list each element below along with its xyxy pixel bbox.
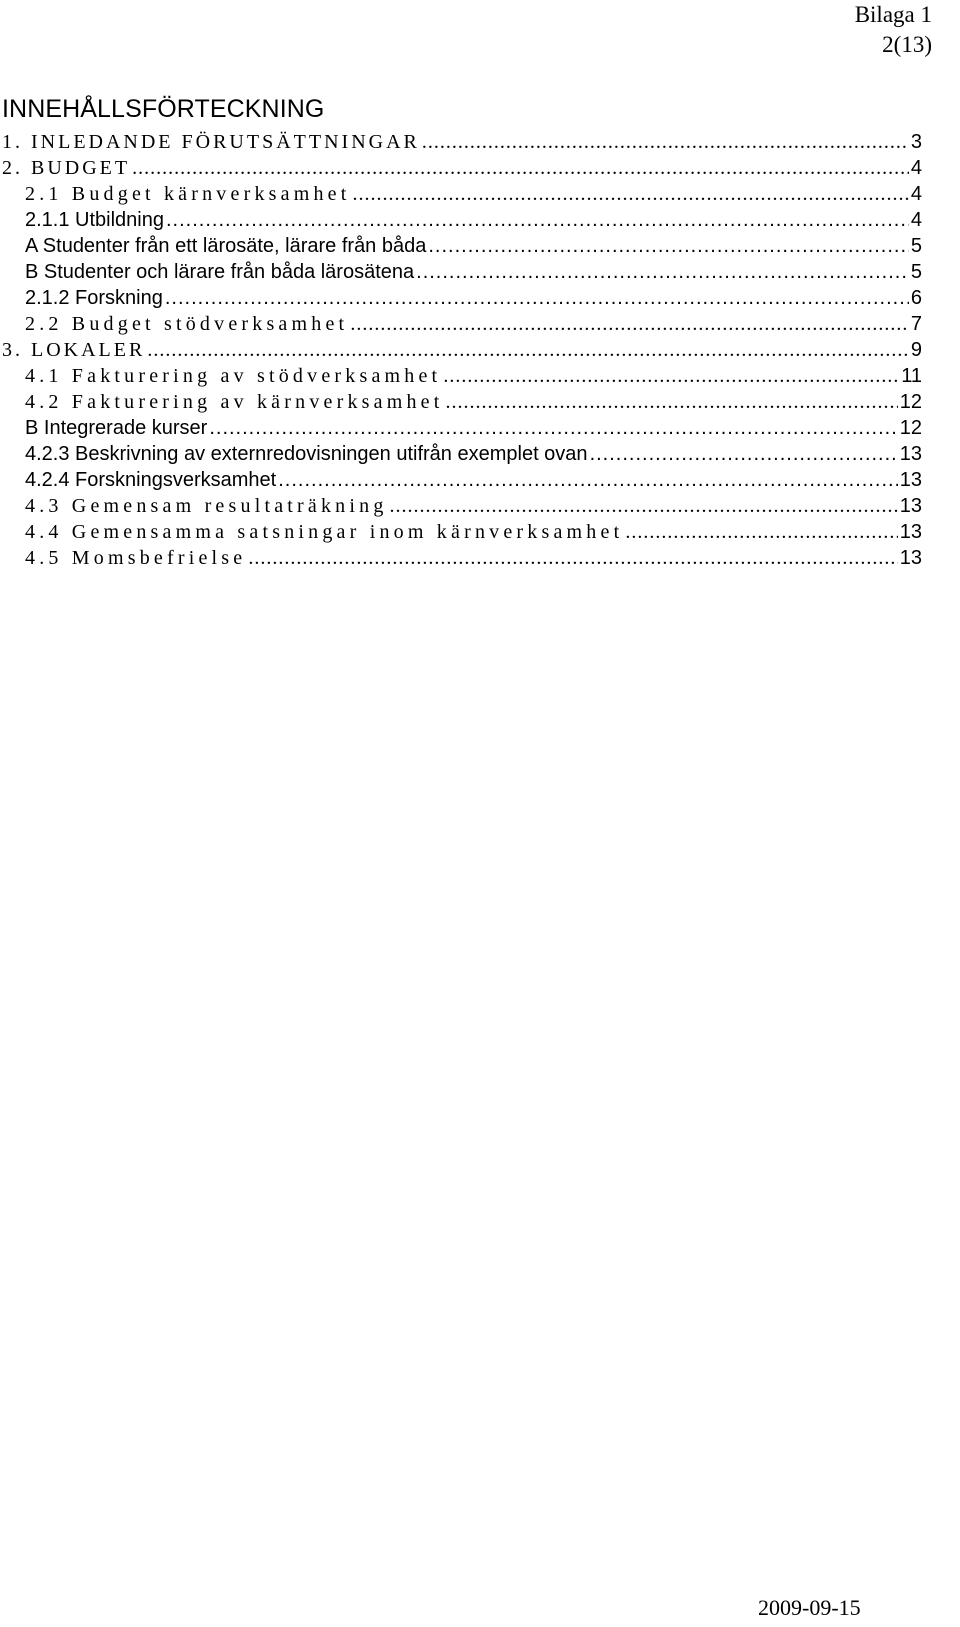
toc-entry-page: 13 bbox=[899, 443, 922, 465]
toc-entry-page: 9 bbox=[910, 339, 922, 361]
toc-entry[interactable] bbox=[25, 207, 922, 233]
page-header bbox=[855, 0, 932, 60]
toc-entry[interactable] bbox=[25, 259, 922, 285]
toc-entry-page: 4 bbox=[910, 209, 922, 231]
toc-entry[interactable] bbox=[25, 519, 922, 545]
toc-entry[interactable] bbox=[25, 415, 922, 441]
toc-entry-label: 4.4 Gemensamma satsningar inom kärnverksamhet bbox=[25, 521, 624, 543]
toc-entry-label: 2.1 Budget kärnverksamhet bbox=[25, 183, 351, 205]
dot-leader bbox=[166, 207, 909, 233]
toc-entry-page: 4 bbox=[910, 157, 922, 179]
toc-entry[interactable] bbox=[25, 181, 922, 207]
toc-entry-label: 2.1.1 Utbildning bbox=[25, 209, 164, 231]
dot-leader bbox=[209, 415, 897, 441]
dot-leader bbox=[590, 441, 898, 467]
toc-entry-label: 4.2.4 Forskningsverksamhet bbox=[25, 469, 277, 491]
toc-entry-page: 3 bbox=[910, 131, 922, 153]
toc-entry-label: 3. LOKALER bbox=[2, 339, 146, 361]
toc-entry[interactable] bbox=[25, 311, 922, 337]
toc-entry-label: 4.2 Fakturering av kärnverksamhet bbox=[25, 391, 444, 413]
toc-entry-label: 4.1 Fakturering av stödverksamhet bbox=[25, 365, 442, 387]
toc-entry[interactable] bbox=[25, 493, 922, 519]
dot-leader bbox=[350, 311, 909, 337]
page-number: 2(13) bbox=[882, 32, 932, 57]
toc-entry-page: 4 bbox=[910, 183, 922, 205]
toc-entry-page: 13 bbox=[899, 495, 922, 517]
toc-entry-label: 2.1.2 Forskning bbox=[25, 287, 163, 309]
toc-entry-label: 1. INLEDANDE FÖRUTSÄTTNINGAR bbox=[2, 131, 420, 153]
toc-entry-page: 5 bbox=[910, 235, 922, 257]
toc-entry-page: 5 bbox=[910, 261, 922, 283]
dot-leader bbox=[422, 129, 909, 155]
toc-title: INNEHÅLLSFÖRTECKNING bbox=[2, 95, 325, 123]
dot-leader bbox=[353, 181, 909, 207]
toc-entry-page: 7 bbox=[910, 313, 922, 335]
toc-entry[interactable] bbox=[25, 233, 922, 259]
dot-leader bbox=[390, 493, 898, 519]
toc-entry-label: B Studenter och lärare från båda lärosätena bbox=[25, 261, 415, 283]
toc-entry-page: 11 bbox=[901, 365, 922, 387]
document-date: 2009-09-15 bbox=[758, 1595, 861, 1620]
appendix-label: Bilaga 1 bbox=[854, 2, 932, 27]
dot-leader bbox=[278, 467, 898, 493]
toc-entry[interactable] bbox=[25, 389, 922, 415]
toc-entry-page: 12 bbox=[899, 417, 922, 439]
toc-entry[interactable] bbox=[2, 129, 922, 155]
dot-leader bbox=[443, 363, 899, 389]
toc-entry[interactable] bbox=[25, 285, 922, 311]
toc-entry-page: 13 bbox=[899, 521, 922, 543]
dot-leader bbox=[416, 259, 909, 285]
dot-leader bbox=[428, 233, 909, 259]
toc-entry[interactable] bbox=[2, 337, 922, 363]
dot-leader bbox=[446, 389, 898, 415]
toc-entry[interactable] bbox=[25, 545, 922, 571]
toc-entry-label: 4.3 Gemensam resultaträkning bbox=[25, 495, 388, 517]
toc-entry-page: 6 bbox=[910, 287, 922, 309]
toc-entry-page: 13 bbox=[899, 469, 922, 491]
toc-entry-page: 13 bbox=[899, 547, 922, 569]
toc-entry-label: B Integrerade kurser bbox=[25, 417, 208, 439]
toc-entry-label: 4.5 Momsbefrielse bbox=[25, 547, 247, 569]
toc-entry[interactable] bbox=[25, 441, 922, 467]
toc-entry[interactable] bbox=[2, 155, 922, 181]
dot-leader bbox=[165, 285, 909, 311]
toc-entry[interactable] bbox=[25, 467, 922, 493]
toc-entry[interactable] bbox=[25, 363, 922, 389]
toc-entry-label: 2.2 Budget stödverksamhet bbox=[25, 313, 349, 335]
toc-entry-label: 4.2.3 Beskrivning av externredovisningen utifrån exemplet ovan bbox=[25, 443, 588, 465]
dot-leader bbox=[132, 155, 909, 181]
toc-entry-label: A Studenter från ett lärosäte, lärare från båda bbox=[25, 235, 427, 257]
toc-entry-page: 12 bbox=[899, 391, 922, 413]
toc-entry-label: 2. BUDGET bbox=[2, 157, 131, 179]
dot-leader bbox=[248, 545, 897, 571]
dot-leader bbox=[625, 519, 897, 545]
dot-leader bbox=[147, 337, 909, 363]
